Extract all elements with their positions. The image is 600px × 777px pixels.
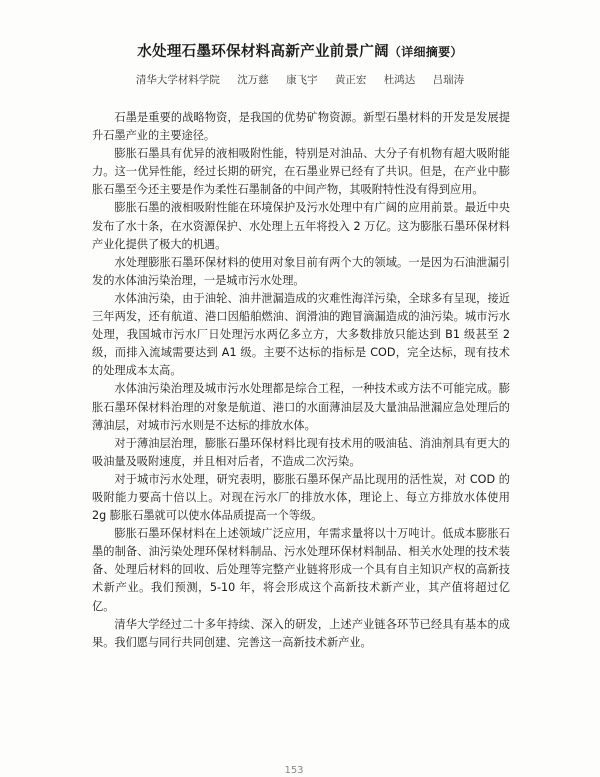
paragraph: 清华大学经过二十多年持续、深入的研发，上述产业链各环节已经具有基本的成果。我们愿与同行共同创建、完善这一高新技术新产业。 — [92, 617, 510, 649]
paragraph: 膨胀石墨具有优异的液相吸附性能，特别是对油品、大分子有机物有超大吸附能力。这一优异性能，经过长期的研究，在石墨业界已经有了共识。但是，在产业中膨胀石墨至今还主要是作为柔性石墨制备的中间产物，其吸附特性没有得到应用。 — [92, 147, 510, 197]
page-number: 153 — [284, 765, 304, 776]
author-name: 沈万慈 — [237, 74, 269, 86]
abstract-body — [92, 109, 510, 652]
paragraph: 水体油污染，由于油轮、油井泄漏造成的灾难性海洋污染，全球多有呈现，接近三年两发，还有航道、港口因船舶燃油、润滑油的跑冒滴漏造成的油污染。城市污水处理，我国城市污水厂日处理污水两亿多立方，大多数排放只能达到 B1 级甚至 2 级，而排入流域需要达到 A1 级。主要不达标的指标是 COD，完全达标，现有技术的处理成本太高。 — [92, 291, 510, 378]
paragraph: 对于城市污水处理，研究表明，膨胀石墨环保产品比现用的活性炭，对 COD 的吸附能力要高十倍以上。对现在污水厂的排放水体，理论上、每立方排放水体使用 2g 膨胀石墨就可以使水体品质提高一个等级。 — [92, 472, 510, 523]
title-suffix: （详细摘要） — [388, 45, 463, 59]
author-name: 杜鸿达 — [383, 74, 416, 86]
author-name: 黄正宏 — [334, 74, 367, 86]
affiliation: 清华大学材料学院 — [135, 74, 220, 86]
author-name: 吕瑞涛 — [432, 74, 465, 86]
paragraph: 膨胀石墨的液相吸附性能在环境保护及污水处理中有广阔的应用前景。最近中央发布了水十条，在水资源保护、水处理上五年将投入 2 万亿。这为膨胀石墨环保材料产业化提供了极大的机遇。 — [92, 201, 510, 251]
document-title — [0, 40, 600, 61]
paragraph: 石墨是重要的战略物资，是我国的优势矿物资源。新型石墨材料的开发是发展提升石墨产业的主要途径。 — [92, 111, 510, 143]
paragraph: 水体油污染治理及城市污水处理都是综合工程，一种技术或方法不可能完成。膨胀石墨环保材料治理的对象是航道、港口的水面薄油层及大量油品泄漏应急处理后的薄油层，对城市污水则是不达标的排放水体。 — [92, 382, 510, 432]
paragraph: 水处理膨胀石墨环保材料的使用对象目前有两个大的领域。一是因为石油泄漏引发的水体油污染治理，一是城市污水处理。 — [92, 255, 510, 287]
author-name: 康飞宇 — [286, 74, 318, 86]
title-main: 水处理石墨环保材料高新产业前景广阔 — [137, 44, 389, 60]
paragraph: 膨胀石墨环保材料在上述领域广泛应用，年需求量将以十万吨计。低成本膨胀石墨的制备、油污染处理环保材料制品、污水处理环保材料制品、相关水处理的技术装备、处理后材料的回收、后处理等完整产业链将形成一个具有自主知识产权的高新技术新产业。我们预测，5-10 年，将会形成这个高新技术新产业，其产值将超过亿亿。 — [92, 527, 510, 613]
author-line — [0, 72, 600, 87]
paragraph: 对于薄油层治理，膨胀石墨环保材料比现有技术用的吸油毡、消油剂具有更大的吸油量及吸附速度，并且相对后者，不造成二次污染。 — [92, 436, 510, 468]
